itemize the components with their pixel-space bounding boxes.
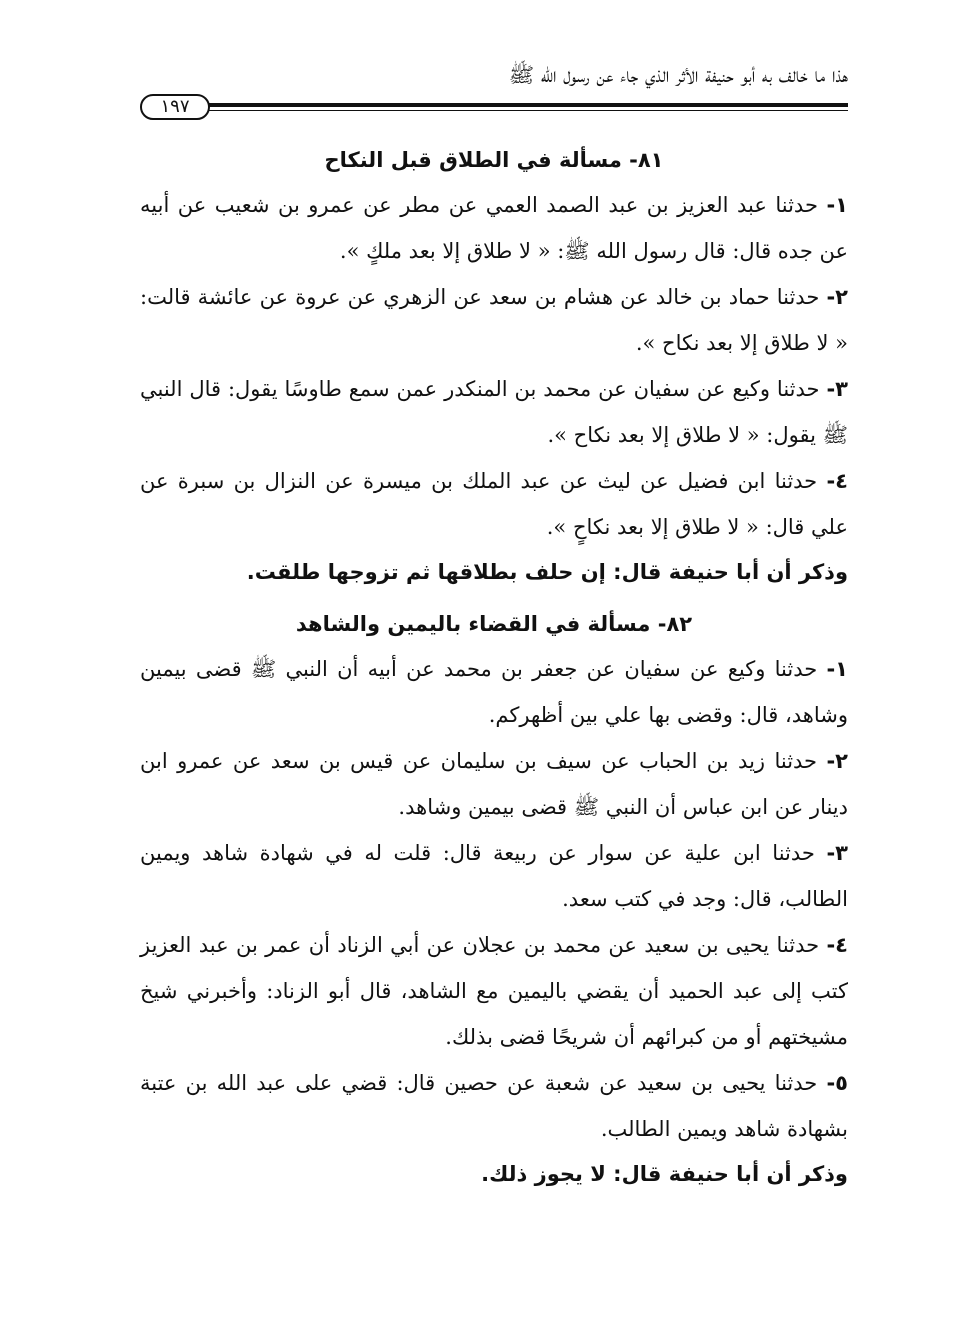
section-summary: وذكر أن أبا حنيفة قال: إن حلف بطلاقها ثم تزوجها طلقت.: [246, 560, 848, 584]
hadith-number: ٥-: [826, 1071, 848, 1095]
page-header: [140, 58, 848, 124]
header-rule-thick: [206, 103, 848, 107]
book-page: [140, 58, 848, 1204]
hadith-text: حدثنا ابن فضيل عن ليث عن عبد الملك بن ميسرة عن النزال بن سبرة عن علي قال: « لا طلاق إلا بعد نكاحٍ ».: [140, 469, 848, 539]
hadith-text: حدثنا زيد بن الحباب عن سيف بن سليمان عن قيس بن سعد عن عمرو ابن دينار عن ابن عباس أن النبي ﷺ قضى بيمين وشاهد.: [140, 749, 848, 819]
hadith-text: حدثنا وكيع عن سفيان عن محمد بن المنكدر عمن سمع طاوسًا يقول: قال النبي ﷺ يقول: « لا طلاق إلا بعد نكاح ».: [140, 377, 848, 447]
section-title: ٨١- مسألة في الطلاق قبل النكاح: [324, 148, 664, 172]
section-82: [140, 602, 848, 1196]
hadith-item: [140, 366, 848, 458]
section-summary: وذكر أن أبا حنيفة قال: لا يجوز ذلك.: [481, 1162, 848, 1186]
hadith-item: [140, 274, 848, 366]
running-title: هذا ما خالف به أبو حنيفة الأثر الذي جاء عن رسول الله ﷺ: [508, 63, 848, 87]
hadith-item: [140, 182, 848, 274]
hadith-item: [140, 1060, 848, 1152]
hadith-item: [140, 646, 848, 738]
hadith-item: [140, 738, 848, 830]
hadith-item: [140, 830, 848, 922]
hadith-number: ٢-: [826, 285, 848, 309]
section-81: [140, 138, 848, 594]
hadith-text: حدثنا حماد بن خالد عن هشام بن سعد عن الزهري عن عروة عن عائشة قالت: « لا طلاق إلا بعد نكاح ».: [140, 285, 848, 355]
header-rule-thin: [206, 110, 848, 111]
hadith-number: ٣-: [826, 377, 848, 401]
hadith-text: حدثنا عبد العزيز بن عبد الصمد العمي عن مطر عن عمرو بن شعيب عن أبيه عن جده قال: قال رسول الله ﷺ: « لا طلاق إلا بعد ملكٍ ».: [140, 193, 848, 263]
hadith-text: حدثنا يحيى بن سعيد عن شعبة عن حصين قال: قضي على عبد الله بن عتبة بشهادة شاهد ويمين الطالب.: [140, 1071, 848, 1141]
hadith-text: حدثنا يحيى بن سعيد عن محمد بن عجلان عن أبي الزناد أن عمر بن عبد العزيز كتب إلى عبد الحميد أن يقضي باليمين مع الشاهد، قال أبو الزناد: وأخبرني شيخ مشيختهم أو من كبرائهم أن شريحًا قضى بذلك.: [140, 933, 849, 1049]
hadith-number: ١-: [826, 657, 848, 681]
hadith-item: [140, 458, 848, 550]
hadith-number: ٣-: [826, 841, 848, 865]
hadith-text: حدثنا ابن علية عن سوار عن ربيعة قال: قلت له في شهادة شاهد ويمين الطالب، قال: وجد في كتب سعد.: [140, 841, 848, 911]
hadith-item: [140, 922, 848, 1060]
hadith-number: ٢-: [826, 749, 848, 773]
hadith-number: ١-: [826, 193, 848, 217]
header-rule: [140, 94, 848, 124]
hadith-number: ٤-: [826, 469, 848, 493]
section-title: ٨٢- مسألة في القضاء باليمين والشاهد: [295, 612, 693, 636]
hadith-number: ٤-: [826, 933, 848, 957]
hadith-text: حدثنا وكيع عن سفيان عن جعفر بن محمد عن أبيه أن النبي ﷺ قضى بيمين وشاهد، قال: وقضى بها علي بين أظهركم.: [140, 657, 848, 727]
page-number-badge: ١٩٧: [140, 94, 210, 120]
